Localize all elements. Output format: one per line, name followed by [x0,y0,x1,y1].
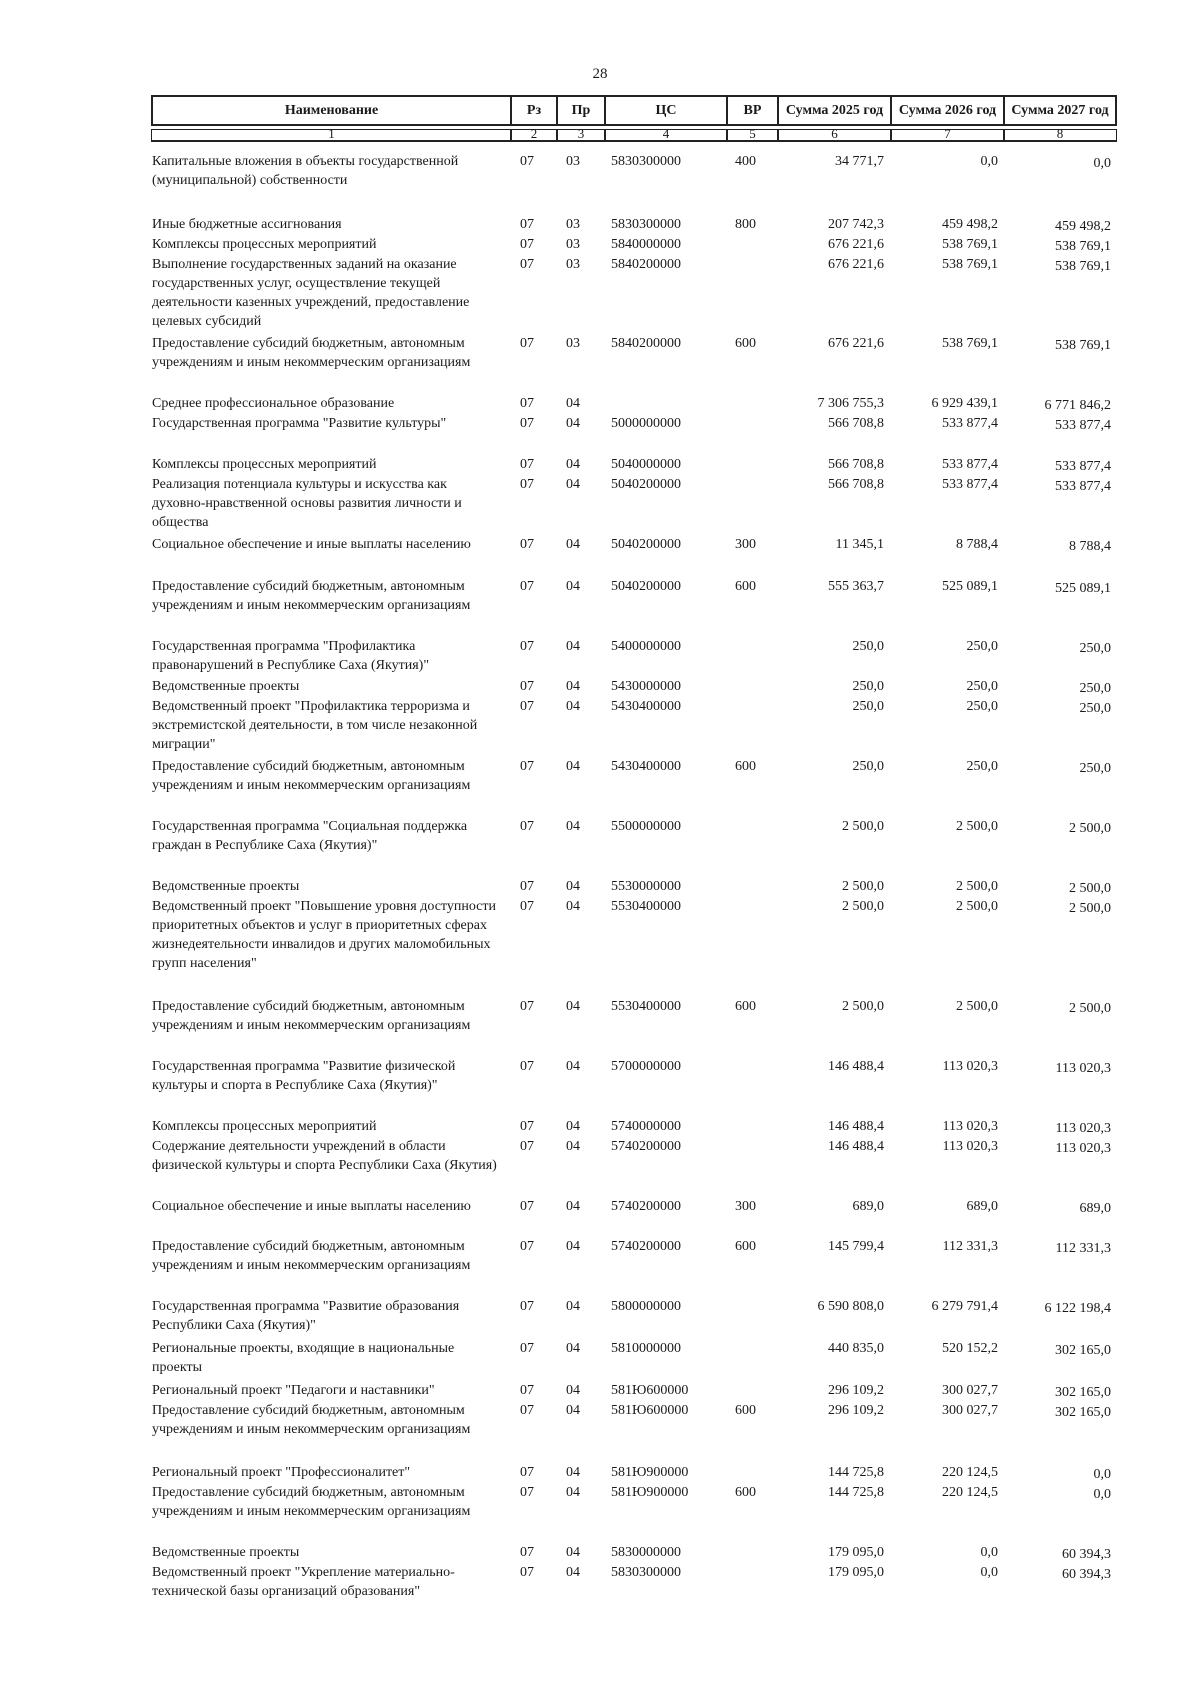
row-sum-2025: 11 345,1 [835,537,884,552]
row-cs: 5000000000 [611,416,681,431]
row-name: Комплексы процессных мероприятий [152,1119,377,1134]
header-cs: ЦС [604,95,728,126]
row-pr: 04 [566,699,580,714]
row-pr: 04 [566,579,580,594]
row-sum-2026: 520 152,2 [942,1341,998,1356]
header-name: Наименование [151,95,512,126]
row-rz: 07 [520,1059,534,1074]
row-sum-2027: 113 020,3 [1055,1061,1111,1076]
row-vr: 600 [735,1239,756,1254]
row-cs: 5040000000 [611,457,681,472]
row-sum-2025: 34 771,7 [835,154,884,169]
row-name: Реализация потенциала культуры и искусства как духовно-нравственной основы развития личности и общества [152,477,462,530]
row-name: Ведомственный проект "Укрепление материально-технической базы организаций образования" [152,1565,455,1599]
row-name: Иные бюджетные ассигнования [152,217,342,232]
row-pr: 03 [566,257,580,272]
row-sum-2027: 250,0 [1079,761,1111,776]
row-cs: 581Ю900000 [611,1485,689,1500]
row-pr: 03 [566,237,580,252]
row-sum-2027: 459 498,2 [1055,219,1111,234]
row-sum-2027: 250,0 [1079,641,1111,656]
row-rz: 07 [520,477,534,492]
row-sum-2027: 533 877,4 [1055,479,1111,494]
row-cs: 5530400000 [611,899,681,914]
row-name: Содержание деятельности учреждений в области физической культуры и спорта Республики Саха (Якутия) [152,1139,497,1173]
header-number-8: 8 [1003,129,1117,142]
row-pr: 03 [566,336,580,351]
row-pr: 04 [566,1059,580,1074]
row-sum-2026: 113 020,3 [942,1119,998,1134]
row-vr: 300 [735,537,756,552]
row-cs: 5740200000 [611,1199,681,1214]
row-sum-2025: 146 488,4 [828,1119,884,1134]
row-sum-2027: 2 500,0 [1069,901,1111,916]
row-sum-2026: 112 331,3 [942,1239,998,1254]
row-pr: 04 [566,1139,580,1154]
row-pr: 04 [566,639,580,654]
row-cs: 5740200000 [611,1139,681,1154]
row-pr: 04 [566,396,580,411]
row-sum-2027: 302 165,0 [1055,1385,1111,1400]
row-pr: 04 [566,1119,580,1134]
row-pr: 04 [566,477,580,492]
row-sum-2025: 146 488,4 [828,1139,884,1154]
row-vr: 300 [735,1199,756,1214]
row-sum-2025: 296 109,2 [828,1383,884,1398]
row-rz: 07 [520,1119,534,1134]
row-pr: 04 [566,759,580,774]
row-pr: 03 [566,217,580,232]
row-name: Комплексы процессных мероприятий [152,237,377,252]
row-cs: 5830300000 [611,154,681,169]
row-vr: 400 [735,154,756,169]
row-sum-2026: 8 788,4 [956,537,998,552]
header-rz: Рз [510,95,558,126]
row-vr: 600 [735,336,756,351]
row-rz: 07 [520,537,534,552]
row-sum-2025: 7 306 755,3 [817,396,884,411]
row-name: Предоставление субсидий бюджетным, автономным учреждениям и иным некоммерческим организациям [152,336,471,370]
row-rz: 07 [520,416,534,431]
row-sum-2025: 2 500,0 [842,899,884,914]
row-sum-2027: 538 769,1 [1055,239,1111,254]
row-rz: 07 [520,1485,534,1500]
row-pr: 04 [566,416,580,431]
row-pr: 03 [566,154,580,169]
row-sum-2026: 2 500,0 [956,899,998,914]
row-sum-2026: 525 089,1 [942,579,998,594]
row-sum-2025: 6 590 808,0 [817,1299,884,1314]
row-pr: 04 [566,457,580,472]
header-number-5: 5 [726,129,779,142]
row-sum-2025: 207 742,3 [828,217,884,232]
row-rz: 07 [520,237,534,252]
row-name: Предоставление субсидий бюджетным, автономным учреждениям и иным некоммерческим организациям [152,759,471,793]
row-vr: 600 [735,999,756,1014]
header-sum-2026: Сумма 2026 год [890,95,1005,126]
row-rz: 07 [520,679,534,694]
header-sum-2025: Сумма 2025 год [777,95,892,126]
row-cs: 5040200000 [611,477,681,492]
row-sum-2027: 6 771 846,2 [1044,398,1111,413]
header-pr: Пр [556,95,606,126]
row-sum-2026: 220 124,5 [942,1485,998,1500]
row-rz: 07 [520,396,534,411]
header-number-1: 1 [151,129,512,142]
row-vr: 600 [735,579,756,594]
row-sum-2026: 0,0 [980,1545,998,1560]
row-cs: 5740000000 [611,1119,681,1134]
row-cs: 5400000000 [611,639,681,654]
row-cs: 5830300000 [611,1565,681,1580]
row-name: Предоставление субсидий бюджетным, автономным учреждениям и иным некоммерческим организациям [152,1485,471,1519]
row-cs: 5830000000 [611,1545,681,1560]
row-sum-2025: 676 221,6 [828,336,884,351]
row-pr: 04 [566,819,580,834]
row-rz: 07 [520,1545,534,1560]
row-sum-2025: 179 095,0 [828,1545,884,1560]
row-cs: 581Ю600000 [611,1403,689,1418]
row-sum-2027: 250,0 [1079,681,1111,696]
row-pr: 04 [566,1341,580,1356]
row-sum-2026: 538 769,1 [942,336,998,351]
row-cs: 5430400000 [611,699,681,714]
row-cs: 5840200000 [611,257,681,272]
row-name: Ведомственные проекты [152,679,300,694]
row-sum-2025: 144 725,8 [828,1485,884,1500]
row-sum-2027: 302 165,0 [1055,1343,1111,1358]
row-name: Государственная программа "Развитие образования Республики Саха (Якутия)" [152,1299,460,1333]
row-sum-2025: 566 708,8 [828,477,884,492]
row-sum-2027: 0,0 [1093,1487,1111,1502]
header-sum-2027: Сумма 2027 год [1003,95,1117,126]
row-sum-2025: 250,0 [852,699,884,714]
row-cs: 5040200000 [611,579,681,594]
row-pr: 04 [566,899,580,914]
row-vr: 600 [735,759,756,774]
header-vr: ВР [726,95,779,126]
row-cs: 5810000000 [611,1341,681,1356]
row-name: Ведомственные проекты [152,1545,300,1560]
row-sum-2025: 179 095,0 [828,1565,884,1580]
row-pr: 04 [566,879,580,894]
row-sum-2026: 250,0 [966,699,998,714]
row-sum-2027: 538 769,1 [1055,259,1111,274]
row-rz: 07 [520,154,534,169]
row-sum-2025: 2 500,0 [842,819,884,834]
row-name: Региональный проект "Педагоги и наставники" [152,1383,435,1398]
row-sum-2025: 250,0 [852,679,884,694]
row-name: Государственная программа "Развитие физической культуры и спорта в Республике Саха (Якутия)" [152,1059,456,1093]
row-vr: 600 [735,1485,756,1500]
row-sum-2025: 2 500,0 [842,879,884,894]
row-sum-2026: 113 020,3 [942,1059,998,1074]
page-number: 28 [592,66,608,82]
header-number-6: 6 [777,129,892,142]
row-rz: 07 [520,999,534,1014]
row-sum-2025: 676 221,6 [828,257,884,272]
row-name: Региональные проекты, входящие в национальные проекты [152,1341,455,1375]
row-sum-2027: 113 020,3 [1055,1141,1111,1156]
row-cs: 5840000000 [611,237,681,252]
row-sum-2027: 538 769,1 [1055,338,1111,353]
row-pr: 04 [566,537,580,552]
row-pr: 04 [566,1199,580,1214]
row-sum-2026: 2 500,0 [956,999,998,1014]
row-sum-2026: 300 027,7 [942,1403,998,1418]
row-rz: 07 [520,1341,534,1356]
row-sum-2026: 2 500,0 [956,819,998,834]
row-sum-2026: 6 929 439,1 [931,396,998,411]
row-rz: 07 [520,1383,534,1398]
row-cs: 581Ю600000 [611,1383,689,1398]
row-sum-2027: 0,0 [1093,1467,1111,1482]
row-rz: 07 [520,1199,534,1214]
row-sum-2027: 113 020,3 [1055,1121,1111,1136]
row-sum-2026: 2 500,0 [956,879,998,894]
row-vr: 600 [735,1403,756,1418]
row-cs: 5430000000 [611,679,681,694]
row-cs: 5530000000 [611,879,681,894]
row-sum-2025: 566 708,8 [828,457,884,472]
row-cs: 5530400000 [611,999,681,1014]
row-sum-2026: 0,0 [980,1565,998,1580]
row-name: Региональный проект "Профессионалитет" [152,1465,411,1480]
row-name: Предоставление субсидий бюджетным, автономным учреждениям и иным некоммерческим организациям [152,999,471,1033]
row-sum-2027: 8 788,4 [1069,539,1111,554]
row-pr: 04 [566,1403,580,1418]
row-cs: 5800000000 [611,1299,681,1314]
row-rz: 07 [520,217,534,232]
row-sum-2026: 250,0 [966,639,998,654]
row-sum-2027: 112 331,3 [1055,1241,1111,1256]
row-name: Государственная программа "Профилактика правонарушений в Республике Саха (Якутия)" [152,639,430,673]
row-sum-2026: 250,0 [966,759,998,774]
row-sum-2026: 113 020,3 [942,1139,998,1154]
row-rz: 07 [520,819,534,834]
row-sum-2027: 2 500,0 [1069,821,1111,836]
row-cs: 5040200000 [611,537,681,552]
row-sum-2027: 250,0 [1079,701,1111,716]
row-sum-2025: 146 488,4 [828,1059,884,1074]
row-sum-2025: 145 799,4 [828,1239,884,1254]
row-rz: 07 [520,457,534,472]
row-rz: 07 [520,1465,534,1480]
row-pr: 04 [566,1383,580,1398]
row-rz: 07 [520,1403,534,1418]
row-sum-2027: 689,0 [1079,1201,1111,1216]
row-sum-2027: 302 165,0 [1055,1405,1111,1420]
row-sum-2026: 6 279 791,4 [931,1299,998,1314]
row-rz: 07 [520,1299,534,1314]
row-name: Государственная программа "Развитие культуры" [152,416,447,431]
row-pr: 04 [566,1565,580,1580]
row-name: Ведомственные проекты [152,879,300,894]
row-cs: 5700000000 [611,1059,681,1074]
row-sum-2026: 300 027,7 [942,1383,998,1398]
row-sum-2026: 0,0 [980,154,998,169]
row-sum-2026: 459 498,2 [942,217,998,232]
row-sum-2025: 566 708,8 [828,416,884,431]
row-sum-2025: 2 500,0 [842,999,884,1014]
row-sum-2025: 250,0 [852,759,884,774]
row-sum-2027: 533 877,4 [1055,459,1111,474]
row-sum-2027: 2 500,0 [1069,881,1111,896]
row-cs: 5430400000 [611,759,681,774]
row-rz: 07 [520,579,534,594]
row-name: Среднее профессиональное образование [152,396,395,411]
row-vr: 800 [735,217,756,232]
row-rz: 07 [520,1565,534,1580]
row-cs: 581Ю900000 [611,1465,689,1480]
row-pr: 04 [566,1545,580,1560]
row-cs: 5500000000 [611,819,681,834]
row-name: Предоставление субсидий бюджетным, автономным учреждениям и иным некоммерческим организациям [152,579,471,613]
row-pr: 04 [566,1239,580,1254]
row-sum-2026: 533 877,4 [942,477,998,492]
row-rz: 07 [520,879,534,894]
row-sum-2027: 525 089,1 [1055,581,1111,596]
row-sum-2027: 6 122 198,4 [1044,1301,1111,1316]
header-number-7: 7 [890,129,1005,142]
table-header [151,95,1117,141]
row-sum-2026: 220 124,5 [942,1465,998,1480]
row-name: Социальное обеспечение и иные выплаты населению [152,537,471,552]
header-number-2: 2 [510,129,558,142]
row-sum-2025: 250,0 [852,639,884,654]
row-sum-2025: 555 363,7 [828,579,884,594]
row-sum-2025: 296 109,2 [828,1403,884,1418]
row-sum-2026: 689,0 [966,1199,998,1214]
row-sum-2027: 2 500,0 [1069,1001,1111,1016]
row-name: Комплексы процессных мероприятий [152,457,377,472]
row-pr: 04 [566,999,580,1014]
row-rz: 07 [520,336,534,351]
row-name: Ведомственный проект "Профилактика терроризма и экстремистской деятельности, в том числе незаконной миграции" [152,699,478,752]
row-sum-2026: 250,0 [966,679,998,694]
row-rz: 07 [520,899,534,914]
header-number-3: 3 [556,129,606,142]
row-sum-2025: 689,0 [852,1199,884,1214]
row-sum-2026: 533 877,4 [942,416,998,431]
row-sum-2026: 533 877,4 [942,457,998,472]
row-sum-2026: 538 769,1 [942,257,998,272]
row-sum-2027: 60 394,3 [1062,1547,1111,1562]
row-name: Социальное обеспечение и иные выплаты населению [152,1199,471,1214]
row-rz: 07 [520,759,534,774]
row-rz: 07 [520,1239,534,1254]
row-sum-2026: 538 769,1 [942,237,998,252]
row-pr: 04 [566,679,580,694]
row-sum-2025: 440 835,0 [828,1341,884,1356]
row-cs: 5740200000 [611,1239,681,1254]
row-name: Выполнение государственных заданий на оказание государственных услуг, осуществление текущей деятельности казенных учреждений, предоставление целевых субсидий [152,257,470,329]
row-sum-2027: 60 394,3 [1062,1567,1111,1582]
row-name: Предоставление субсидий бюджетным, автономным учреждениям и иным некоммерческим организациям [152,1239,471,1273]
row-name: Государственная программа "Социальная поддержка граждан в Республике Саха (Якутия)" [152,819,468,853]
row-name: Ведомственный проект "Повышение уровня доступности приоритетных объектов и услуг в приоритетных сферах жизнедеятельности инвалидов и других маломобильных групп населения" [152,899,497,971]
row-pr: 04 [566,1299,580,1314]
row-pr: 04 [566,1485,580,1500]
row-cs: 5840200000 [611,336,681,351]
row-rz: 07 [520,257,534,272]
row-name: Капитальные вложения в объекты государственной (муниципальной) собственности [152,154,459,188]
row-pr: 04 [566,1465,580,1480]
row-rz: 07 [520,1139,534,1154]
row-sum-2027: 533 877,4 [1055,418,1111,433]
header-number-4: 4 [604,129,728,142]
row-rz: 07 [520,639,534,654]
row-sum-2027: 0,0 [1093,156,1111,171]
row-sum-2025: 676 221,6 [828,237,884,252]
row-cs: 5830300000 [611,217,681,232]
row-sum-2025: 144 725,8 [828,1465,884,1480]
row-rz: 07 [520,699,534,714]
row-name: Предоставление субсидий бюджетным, автономным учреждениям и иным некоммерческим организациям [152,1403,471,1437]
